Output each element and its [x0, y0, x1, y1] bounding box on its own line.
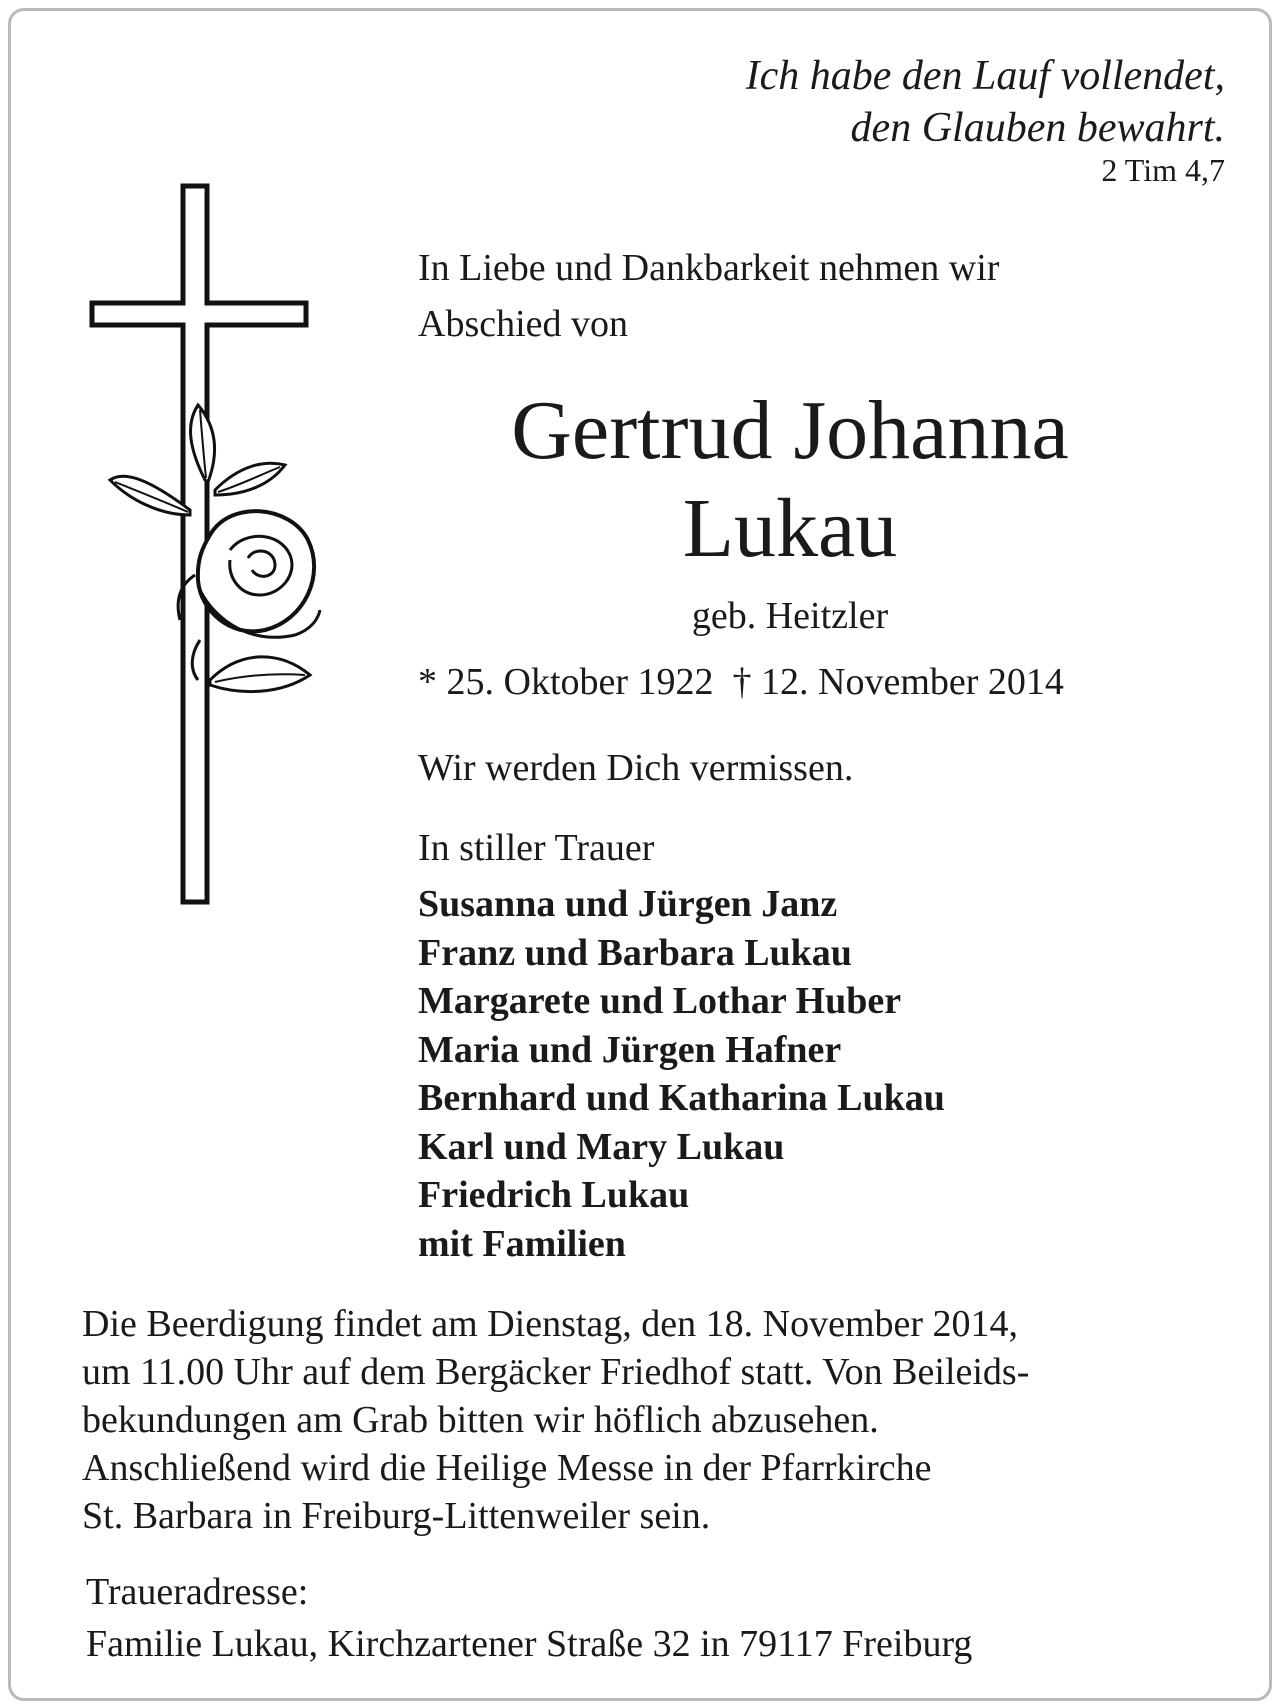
name-line-2: Lukau [682, 482, 898, 575]
intro-text [418, 240, 999, 352]
funeral-line: St. Barbara in Freiburg-Littenweiler sein. [82, 1495, 711, 1537]
mourner-item: Franz und Barbara Lukau [418, 931, 852, 974]
funeral-line: bekundungen am Grab bitten wir höflich abzusehen. [82, 1399, 879, 1441]
mourner-item: mit Familien [418, 1222, 626, 1265]
life-dates: * 25. Oktober 1922 † 12. November 2014 [418, 661, 1064, 703]
cross-with-rose-icon [80, 180, 350, 910]
mourner-item: Maria und Jürgen Hafner [418, 1028, 842, 1071]
address-value: Familie Lukau, Kirchzartener Straße 32 in 79117 Freiburg [86, 1623, 973, 1665]
mourner-item: Margarete und Lothar Huber [418, 980, 902, 1022]
verse-reference: 2 Tim 4,7 [1101, 152, 1225, 188]
intro-line-2: Abschied von [418, 303, 629, 345]
funeral-line: Die Beerdigung findet am Dienstag, den 18. November 2014, [82, 1303, 1019, 1345]
farewell-text: Wir werden Dich vermissen. [418, 747, 854, 789]
verse-line-2: den Glauben bewahrt. [850, 105, 1225, 151]
funeral-line: Anschließend wird die Heilige Messe in der Pfarrkirche [82, 1447, 932, 1489]
address-label: Traueradresse: [86, 1571, 309, 1613]
mourner-item: Susanna und Jürgen Janz [418, 883, 838, 925]
name-line-1: Gertrud Johanna [511, 384, 1069, 477]
maiden-name: geb. Heitzler [691, 595, 889, 637]
bible-verse [746, 50, 1225, 154]
funeral-line: um 11.00 Uhr auf dem Bergäcker Friedhof statt. Von Beileids- [82, 1351, 1030, 1393]
mourners-list [418, 880, 945, 1268]
funeral-notice [82, 1300, 1232, 1540]
mourner-item: Karl und Mary Lukau [418, 1125, 785, 1168]
deceased-name [420, 382, 1160, 578]
mourning-label: In stiller Trauer [418, 827, 655, 869]
mourner-item: Friedrich Lukau [418, 1174, 690, 1216]
verse-line-1: Ich habe den Lauf vollendet, [745, 53, 1225, 99]
mourner-item: Bernhard und Katharina Lukau [418, 1077, 945, 1119]
intro-line-1: In Liebe und Dankbarkeit nehmen wir [418, 247, 1000, 289]
